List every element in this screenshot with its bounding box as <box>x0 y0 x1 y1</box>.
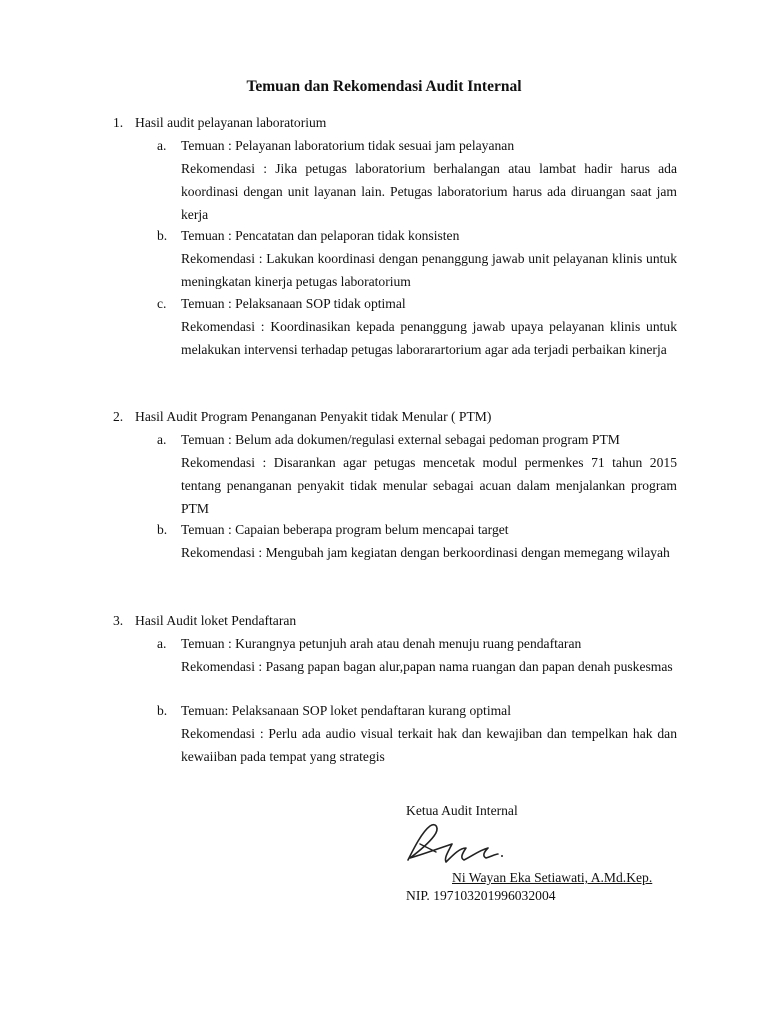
item-letter: b. <box>157 522 168 537</box>
temuan-text: Temuan : Kurangnya petunjuh arah atau denah menuju ruang pendaftaran <box>181 636 582 651</box>
temuan-text: Temuan : Belum ada dokumen/regulasi external sebagai pedoman program PTM <box>181 432 620 447</box>
section-1-heading <box>113 111 326 134</box>
signatory-name: Ni Wayan Eka Setiawati, A.Md.Kep. <box>452 870 653 885</box>
finding-2b <box>157 518 677 564</box>
section-3-heading <box>113 609 296 632</box>
item-letter: b. <box>157 703 168 718</box>
signatory-nip: NIP. 197103201996032004 <box>406 888 556 903</box>
temuan-text: Temuan : Capaian beberapa program belum mencapai target <box>181 522 509 537</box>
finding-1c <box>157 292 677 361</box>
signatory-role: Ketua Audit Internal <box>406 803 518 818</box>
temuan-text: Temuan : Pelaksanaan SOP tidak optimal <box>181 296 406 311</box>
section-title: Hasil Audit Program Penanganan Penyakit tidak Menular ( PTM) <box>135 409 492 424</box>
section-title: Hasil audit pelayanan laboratorium <box>135 115 327 130</box>
section-2-heading <box>113 405 491 428</box>
handwritten-signature <box>400 818 510 870</box>
item-letter: a. <box>157 432 167 447</box>
rekomendasi-text: Rekomendasi : Pasang papan bagan alur,papan nama ruangan dan papan denah puskesmas <box>181 659 673 674</box>
document-title: Temuan dan Rekomendasi Audit Internal <box>246 78 522 95</box>
finding-3a <box>157 632 677 678</box>
item-letter: a. <box>157 138 167 153</box>
rekomendasi-text: Rekomendasi : Koordinasikan kepada penanggung jawab upaya pelayanan klinis untuk melakukan intervensi terhadap petugas laborarartorium agar ada terjadi perbaikan kinerja <box>181 319 677 357</box>
finding-1a <box>157 134 677 226</box>
item-letter: a. <box>157 636 167 651</box>
temuan-text: Temuan : Pelayanan laboratorium tidak sesuai jam pelayanan <box>181 138 515 153</box>
item-letter: b. <box>157 228 168 243</box>
rekomendasi-text: Rekomendasi : Lakukan koordinasi dengan penanggung jawab unit pelayanan klinis untuk meningkatan kinerja petugas laboratorium <box>181 251 677 289</box>
rekomendasi-text: Rekomendasi : Disarankan agar petugas mencetak modul permenkes 71 tahun 2015 tentang penanganan penyakit tidak menular sebagai acuan dalam menjalankan program PTM <box>181 455 677 516</box>
temuan-text: Temuan: Pelaksanaan SOP loket pendaftaran kurang optimal <box>181 703 511 718</box>
temuan-text: Temuan : Pencatatan dan pelaporan tidak konsisten <box>181 228 460 243</box>
finding-2a <box>157 428 677 520</box>
rekomendasi-text: Rekomendasi : Jika petugas laboratorium berhalangan atau lambat hadir harus ada koordinasi dengan unit layanan lain. Petugas laboratorium harus ada diruangan saat jam kerja <box>181 161 677 222</box>
section-number: 3. <box>113 613 124 628</box>
item-letter: c. <box>157 296 167 311</box>
section-number: 1. <box>113 115 124 130</box>
section-number: 2. <box>113 409 124 424</box>
finding-1b <box>157 224 677 293</box>
section-title: Hasil Audit loket Pendaftaran <box>135 613 297 628</box>
finding-3b <box>157 699 677 768</box>
rekomendasi-text: Rekomendasi : Perlu ada audio visual terkait hak dan kewajiban dan tempelkan hak dan kewaiiban pada tempat yang strategis <box>181 726 677 764</box>
rekomendasi-text: Rekomendasi : Mengubah jam kegiatan dengan berkoordinasi dengan memegang wilayah <box>181 545 670 560</box>
